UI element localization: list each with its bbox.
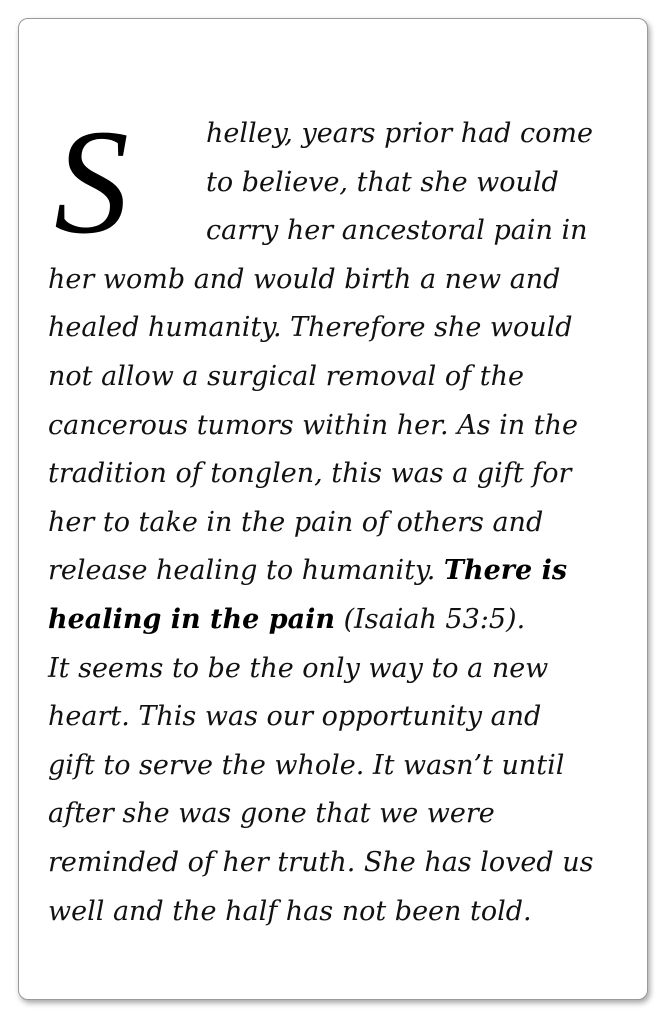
story-paragraph xyxy=(48,99,594,936)
emphasis-text: There is xyxy=(443,555,568,587)
drop-cap-letter: S xyxy=(54,99,129,265)
text-line: heart. This was our opportunity and xyxy=(48,701,542,733)
text-segment: release healing to humanity. xyxy=(48,555,436,587)
scripture-citation: (Isaiah 53:5). xyxy=(343,603,526,635)
text-line xyxy=(48,596,578,645)
text-line: after she was gone that we were xyxy=(48,798,495,830)
text-line: reminded of her truth. She has loved us xyxy=(48,846,594,878)
text-line: her to take in the pain of others and xyxy=(48,506,544,538)
emphasis-text: healing in the pain xyxy=(48,603,335,635)
text-line xyxy=(48,547,578,596)
text-line: healed humanity. Therefore she would xyxy=(48,312,573,344)
text-line: helley, years prior had come xyxy=(206,118,594,149)
text-line: cancerous tumors within her. As in the xyxy=(48,409,578,441)
text-line: It seems to be the only way to a new xyxy=(48,652,549,684)
text-line: to believe, that she would xyxy=(206,166,559,198)
text-line: well and the half has not been told. xyxy=(48,895,532,927)
text-line: her womb and would birth a new and xyxy=(48,263,561,295)
text-line: gift to serve the whole. It wasn’t until xyxy=(48,749,565,781)
text-line: tradition of tonglen, this was a gift for xyxy=(48,458,572,490)
text-line: carry her ancestoral pain in xyxy=(206,215,588,247)
text-line: not allow a surgical removal of the xyxy=(48,360,524,392)
